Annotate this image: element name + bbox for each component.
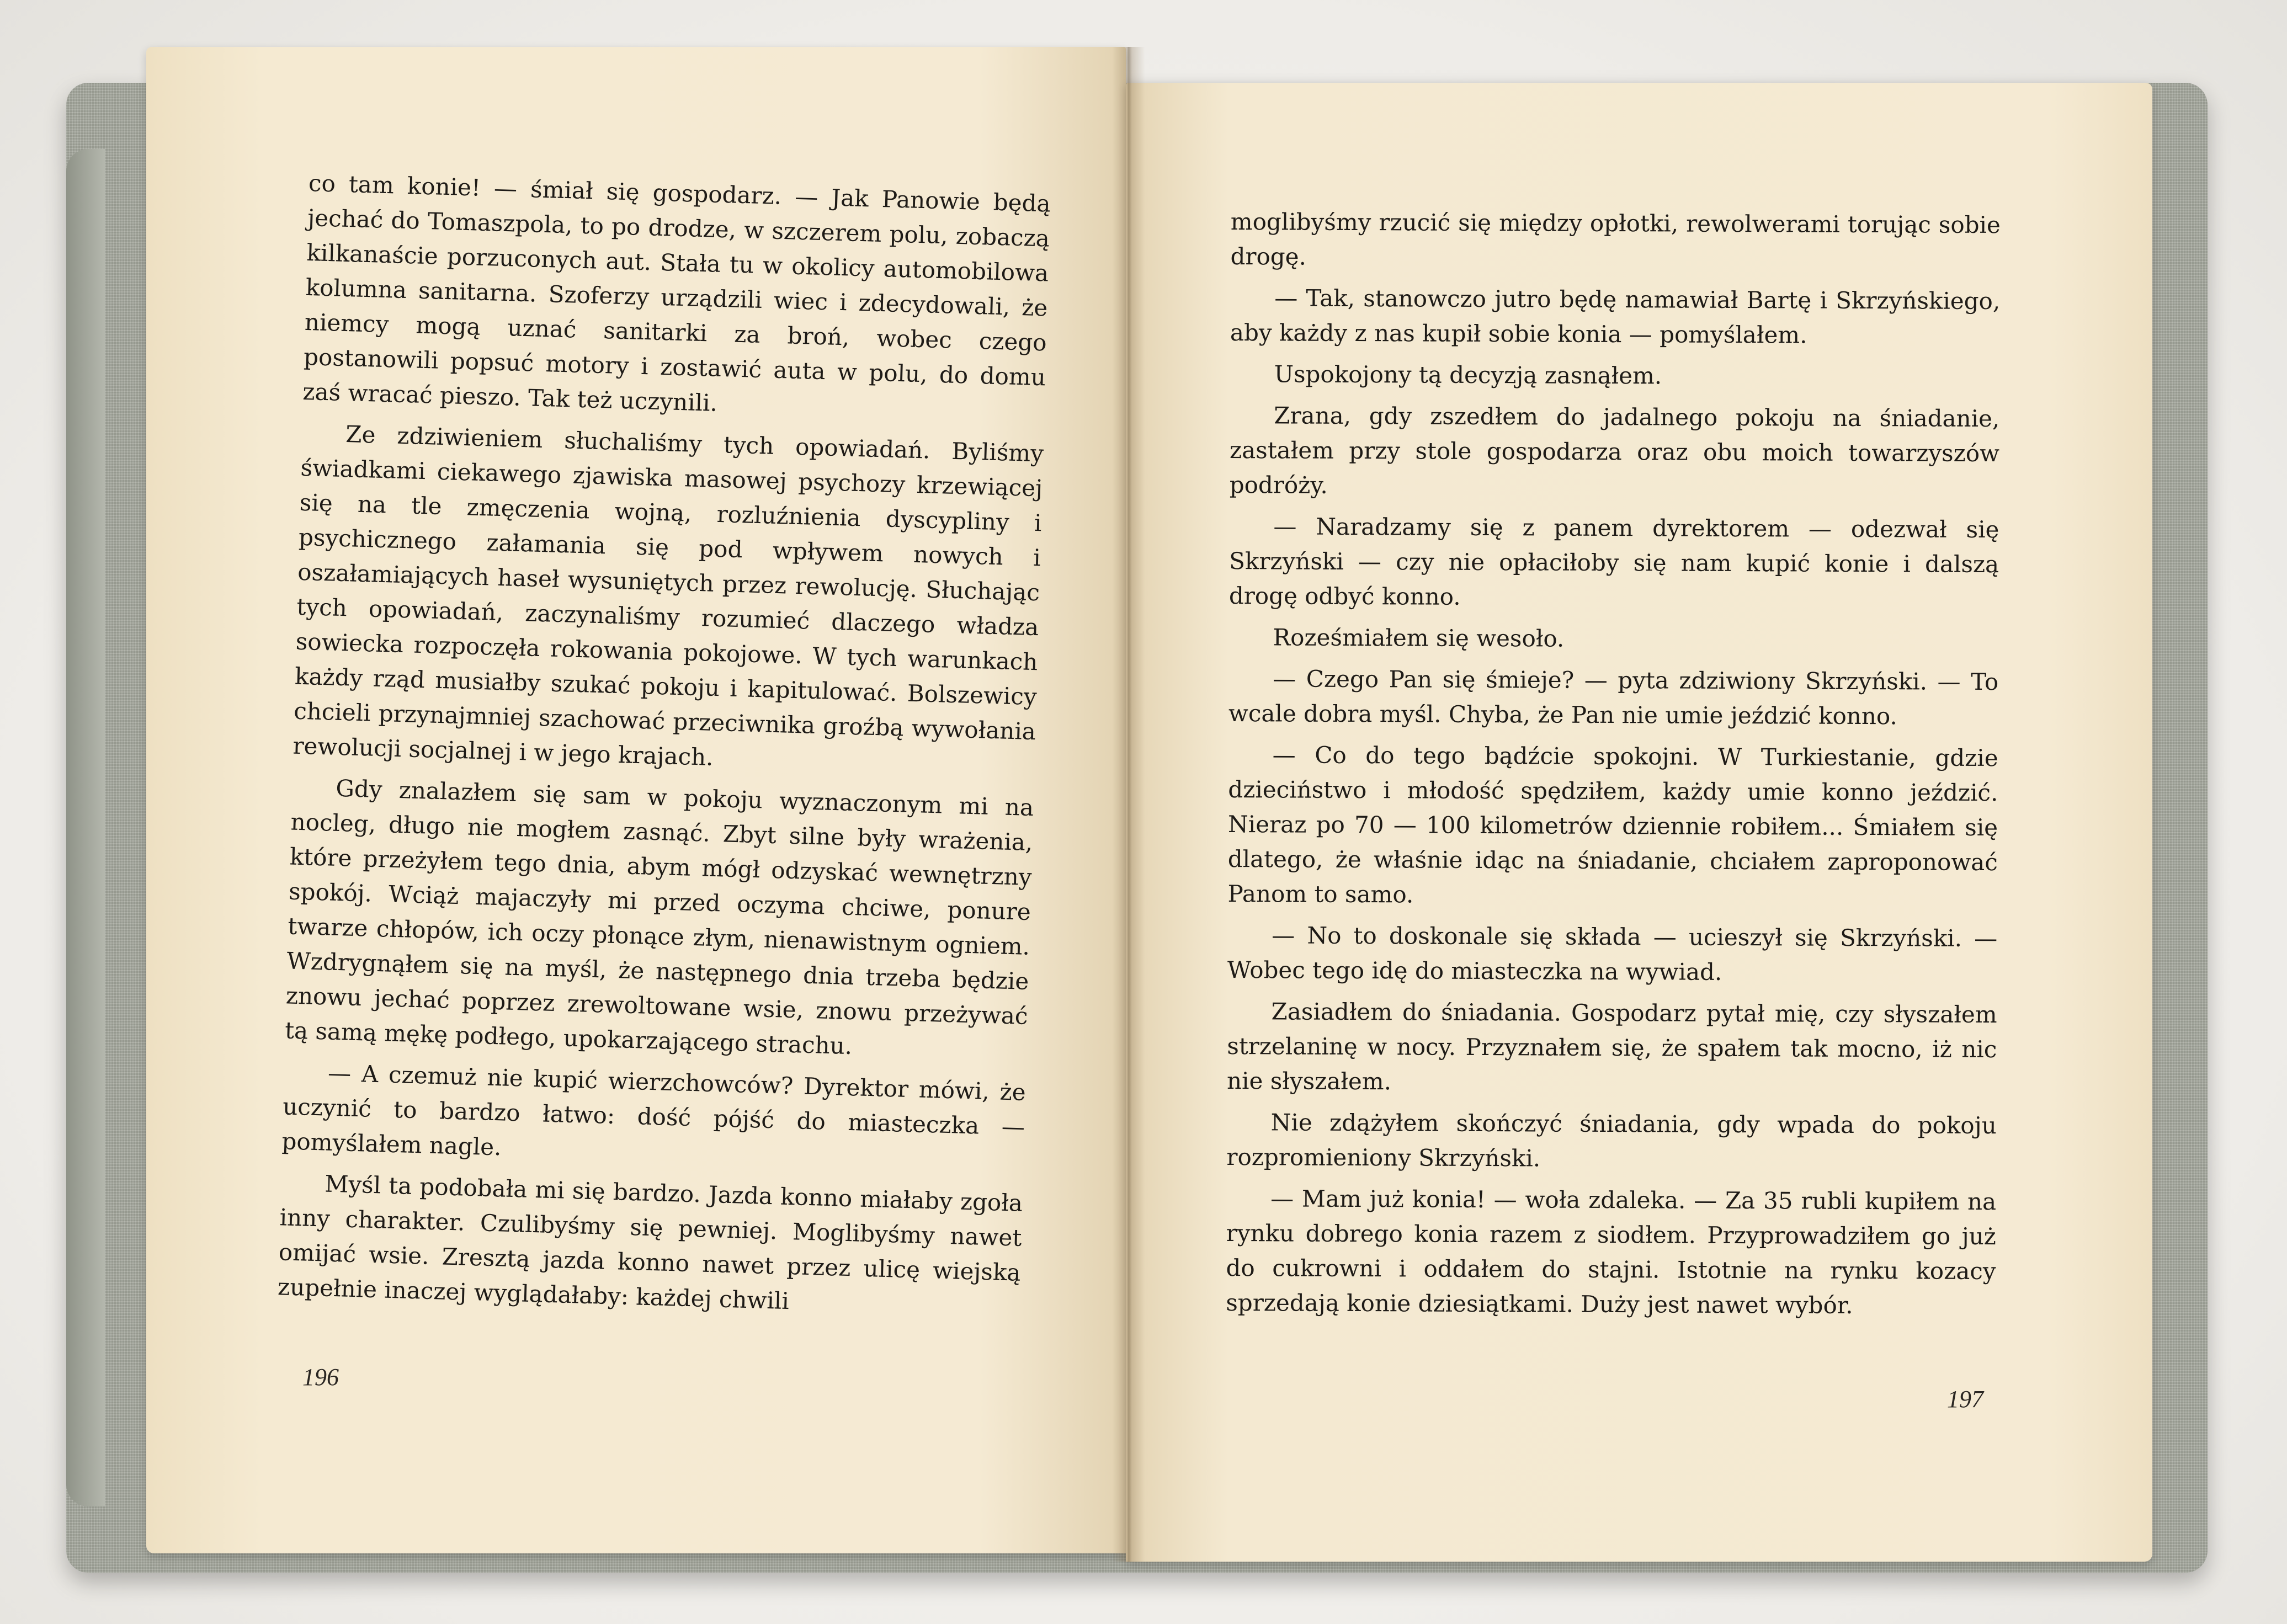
paragraph: — Mam już konia! — woła zdaleka. — Za 35 rubli kupiłem na rynku dobrego konia razem z siodłem. Przyprowadziłem go już do cukrowni i oddałem do stajni. Istotnie na rynku kozacy sprzedają konie dziesiątkami. Duży jest nawet wybór. (1226, 1185, 1997, 1319)
paragraph: Roześmiałem się wesoło. (1273, 624, 1565, 652)
paragraph: Gdy znalazłem się sam w pokoju wyznaczonym mi na nocleg, długo nie mogłem zasnąć. Zbyt silne były wrażenia, które przeżyłem tego dnia, abym mógł odzyskać wewnętrzny spokój. Wciąż majaczyły mi przed oczyma chciwe, ponure twarze chłopów, ich oczy płonące złym, nienawistnym ogniem. Wzdrygnąłem się na myśl, że następnego dnia trzeba będzie znowu jechać poprzez zrewoltowane wsie, znowu przeżywać tą samą mękę podłego, upokarzającego strachu. (284, 774, 1034, 1060)
book-cover-edge (66, 149, 105, 1506)
paragraph: — Naradzamy się z panem dyrektorem — odezwał się Skrzyński — czy nie opłaciłoby się nam kupić konie i dalszą drogę odbyć konno. (1228, 513, 1999, 610)
paragraph: Uspokojony tą decyzją zasnąłem. (1274, 360, 1662, 390)
left-page-text (277, 166, 1051, 1332)
paragraph: — A czemuż nie kupić wierzchowców? Dyrektor mówi, że uczynić to bardzo łatwo: dość pójść do miasteczka — pomyślałem nagle. (281, 1059, 1027, 1161)
paragraph: — Tak, stanowczo jutro będę namawiał Bartę i Skrzyńskiego, aby każdy z nas kupił sobie konia — pomyślałem. (1230, 284, 2001, 349)
paragraph: — Co do tego bądźcie spokojni. W Turkiestanie, gdzie dzieciństwo i młodość spędziłem, każdy umie konno jeździć. Nieraz po 70 — 100 kilometrów dziennie robiłem... Śmiałem się dlatego, że właśnie idąc na śniadanie, chciałem zaproponować Panom to samo. (1227, 741, 1998, 908)
paragraph: co tam konie! — śmiał się gospodarz. — Jak Panowie będą jechać do Tomaszpola, to po drodze, w szczerem polu, zobaczą kilkanaście porzuconych aut. Stała tu w okolicy automobilowa kolumna sanitarna. Szoferzy urządzili wiec i zdecydowali, że niemcy mogą uznać sanitarki za broń, wobec czego postanowili popsuć motory i zostawić auta w polu, do domu zaś wracać pieszo. Tak też uczynili. (302, 169, 1051, 417)
page-number-left: 196 (302, 1364, 339, 1391)
paragraph: Nie zdążyłem skończyć śniadania, gdy wpada do pokoju rozpromieniony Skrzyński. (1226, 1109, 1997, 1172)
paragraph: moglibyśmy rzucić się między opłotki, rewolwerami torując sobie drogę. (1230, 207, 2001, 270)
book-gutter (1112, 47, 1145, 1562)
paragraph: — Czego Pan się śmieje? — pyta zdziwiony Skrzyński. — To wcale dobra myśl. Chyba, że Pan nie umie jeździć konno. (1228, 665, 1999, 730)
paragraph: Myśl ta podobała mi się bardzo. Jazda konno miałaby zgoła inny charakter. Czulibyśmy się pewniej. Moglibyśmy nawet omijać wsie. Zresztą jazda konno nawet przez ulicę wiejską zupełnie inaczej wyglądałaby: każdej chwili (277, 1170, 1023, 1315)
paragraph: Zasiadłem do śniadania. Gospodarz pytał mię, czy słyszałem strzelaninę w nocy. Przyznałem się, że spałem tak mocno, iż nic nie słyszałem. (1226, 998, 1997, 1095)
paragraph: Zrana, gdy zszedłem do jadalnego pokoju na śniadanie, zastałem przy stole gospodarza oraz obu moich towarzyszów podróży. (1229, 402, 2000, 499)
paragraph: — No to doskonale się składa — ucieszył się Skrzyński. — Wobec tego idę do miasteczka na wywiad. (1227, 922, 1998, 986)
right-page-text (1226, 204, 2001, 1330)
page-number-right: 197 (1947, 1386, 1983, 1413)
paragraph: Ze zdziwieniem słuchaliśmy tych opowiadań. Byliśmy świadkami ciekawego zjawiska masowej psychozy krzewiącej się na tle zmęczenia wojną, rozluźnienia dyscypliny i psychicznego załamania się pod wpływem nowych i oszałamiających haseł wysuniętych przez rewolucję. Słuchając tych opowiadań, zaczynaliśmy rozumieć dlaczego władza sowiecka rozpoczęła rokowania pokojowe. W tych warunkach każdy rząd musiałby szukać pokoju i kapitulować. Bolszewicy chcieli przynajmniej szachować przeciwnika groźbą wywołania rewolucji socjalnej i w jego krajach. (292, 420, 1044, 771)
